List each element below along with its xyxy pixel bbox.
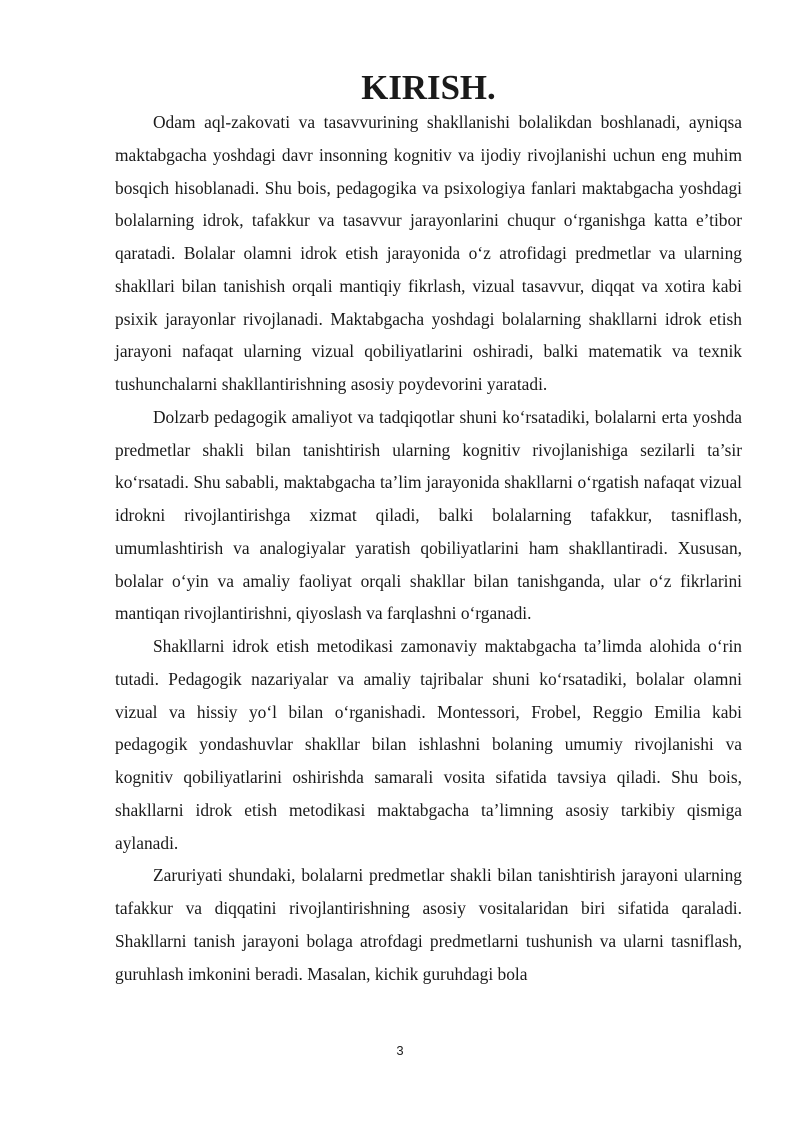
paragraph-1: Odam aql-zakovati va tasavvurining shakllanishi bolalikdan boshlanadi, ayniqsa maktabgacha yoshdagi davr insonning kognitiv va ijodiy rivojlanishi uchun eng muhim bosqich hisoblanadi. Shu bois, pedagogika va psixologiya fanlari maktabgacha yoshdagi bolalarning idrok, tafakkur va tasavvur jarayonlarini chuqur o‘rganishga katta e’tibor qaratadi. Bolalar olamni idrok etish jarayonida o‘z atrofidagi predmetlar va ularning shakllari bilan tanishish orqali mantiqiy fikrlash, vizual tasavvur, diqqat va xotira kabi psixik jarayonlar rivojlanadi. Maktabgacha yoshdagi bolalarning shakllarni idrok etish jarayoni nafaqat ularning vizual qobiliyatlarini oshiradi, balki matematik va texnik tushunchalarni shakllantirishning asosiy poydevorini yaratadi. xyxy=(115,112,742,394)
paragraph-3: Shakllarni idrok etish metodikasi zamonaviy maktabgacha ta’limda alohida o‘rin tutadi. Pedagogik nazariyalar va amaliy tajribalar shuni ko‘rsatadiki, bolalar olamni vizual va hissiy yo‘l bilan o‘rganishadi. Montessori, Frobel, Reggio Emilia kabi pedagogik yondashuvlar shakllar bilan ishlashni bolaning umumiy rivojlanishi va kognitiv qobiliyatlarini oshirishda samarali vosita sifatida tavsiya qiladi. Shu bois, shakllarni idrok etish metodikasi maktabgacha ta’limning asosiy tarkibiy qismiga aylanadi. xyxy=(115,636,742,853)
page-body xyxy=(115,68,742,990)
paragraph-4: Zaruriyati shundaki, bolalarni predmetlar shakli bilan tanishtirish jarayoni ularning tafakkur va diqqatini rivojlantirishning asosiy vositalaridan biri sifatida qaraladi. Shakllarni tanish jarayoni bolaga atrofdagi predmetlarni tushunish va ularni tasniflash, guruhlash imkonini beradi. Masalan, kichik guruhdagi bola xyxy=(115,865,742,984)
page-number: 3 xyxy=(396,1043,404,1058)
section-title: KIRISH. xyxy=(361,68,496,107)
paragraph-2: Dolzarb pedagogik amaliyot va tadqiqotlar shuni ko‘rsatadiki, bolalarni erta yoshda predmetlar shakli bilan tanishtirish ularning kognitiv rivojlanishiga sezilarli ta’sir ko‘rsatadi. Shu sababli, maktabgacha ta’lim jarayonida shakllarni o‘rgatish nafaqat vizual idrokni rivojlantirishga xizmat qiladi, balki bolalarning tafakkur, tasniflash, umumlashtirish va analogiyalar yaratish qobiliyatlarini ham shakllantiradi. Xususan, bolalar o‘yin va amaliy faoliyat orqali shakllar bilan tanishganda, ular o‘z fikrlarini mantiqan rivojlantirishni, qiyoslash va farqlashni o‘rganadi. xyxy=(115,406,742,624)
